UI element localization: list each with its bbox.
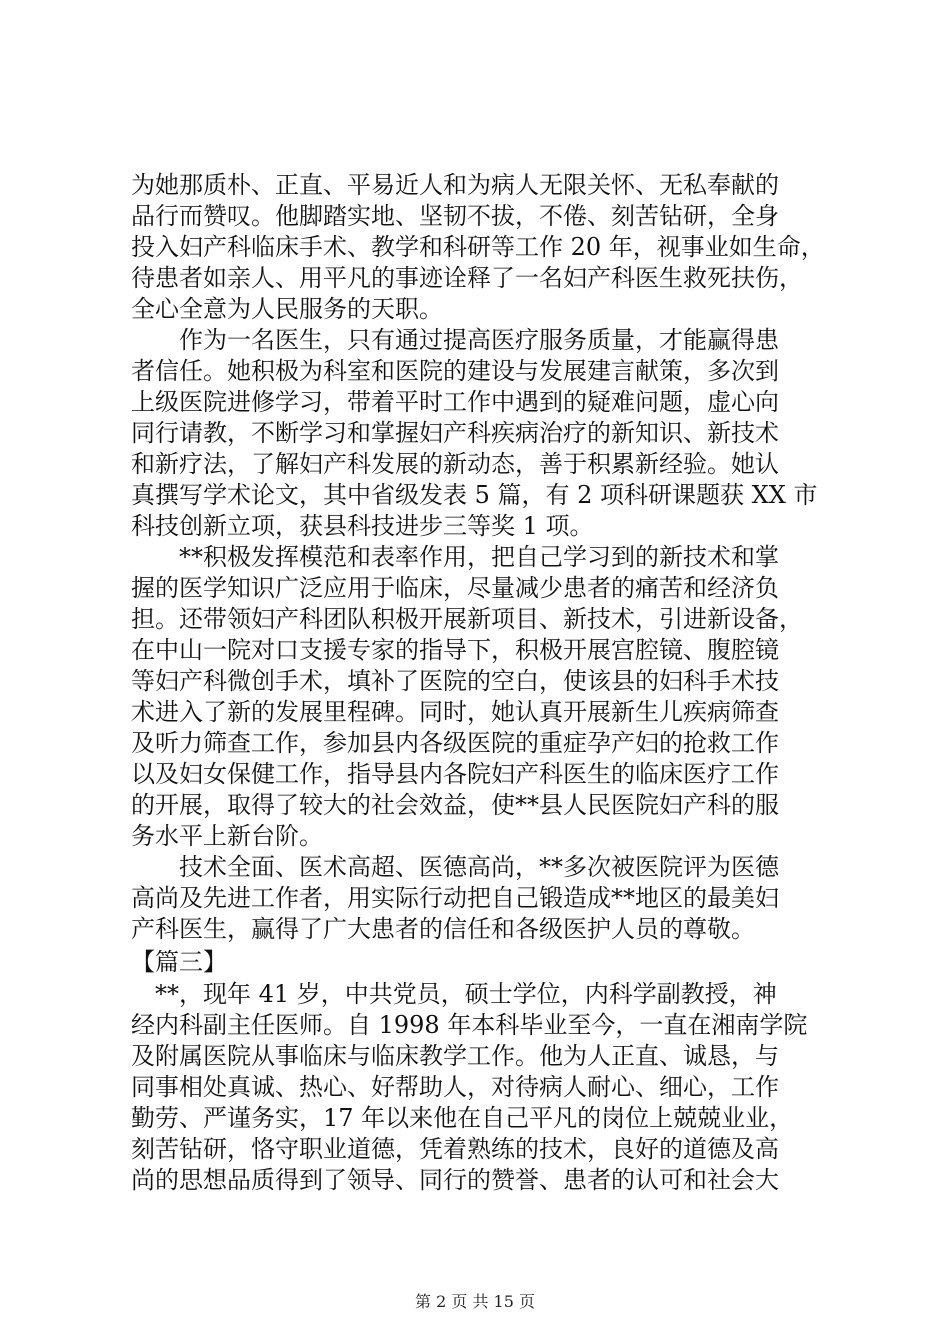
text-line: 者信任。她积极为科室和医院的建设与发展建言献策，多次到 xyxy=(131,357,779,385)
text-line: 刻苦钻研，恪守职业道德，凭着熟练的技术，良好的道德及高 xyxy=(131,1135,779,1163)
text-line: 及附属医院从事临床与临床教学工作。他为人正直、诚恳，与 xyxy=(131,1042,779,1070)
text-line: 经内科副主任医师。自 1998 年本科毕业至今，一直在湘南学院 xyxy=(131,1011,808,1039)
document-body xyxy=(131,170,831,1196)
text-line: 握的医学知识广泛应用于临床，尽量减少患者的痛苦和经济负 xyxy=(131,574,779,602)
text-line: 勤劳、严谨务实，17 年以来他在自己平凡的岗位上兢兢业业， xyxy=(131,1104,794,1132)
page-number-footer: 第 2 页 共 15 页 xyxy=(415,1292,535,1311)
text-line: 真撰写学术论文，其中省级发表 5 篇，有 2 项科研课题获 XX 市 xyxy=(131,481,818,509)
text-line: 同行请教，不断学习和掌握妇产科疾病治疗的新知识、新技术 xyxy=(131,419,779,447)
text-line: 术进入了新的发展里程碑。同时，她认真开展新生儿疾病筛查 xyxy=(131,698,779,726)
section-heading: 【篇三】 xyxy=(131,948,227,976)
text-line: 以及妇女保健工作，指导县内各院妇产科医生的临床医疗工作 xyxy=(131,760,779,788)
text-line: 和新疗法，了解妇产科发展的新动态，善于积累新经验。她认 xyxy=(131,450,779,478)
text-line: 务水平上新台阶。 xyxy=(131,822,323,850)
text-line: 待患者如亲人、用平凡的事迹诠释了一名妇产科医生救死扶伤， xyxy=(131,264,803,292)
text-line: 等妇产科微创手术，填补了医院的空白，使该县的妇科手术技 xyxy=(131,667,779,695)
text-line: 投入妇产科临床手术、教学和科研等工作 20 年，视事业如生命， xyxy=(131,233,825,261)
text-line: 在中山一院对口支援专家的指导下，积极开展宫腔镜、腹腔镜 xyxy=(131,636,779,664)
text-line: **积极发挥模范和表率作用，把自己学习到的新技术和掌 xyxy=(131,543,779,571)
text-line: **，现年 41 岁，中共党员，硕士学位，内科学副教授，神 xyxy=(131,980,777,1008)
text-line: 担。还带领妇产科团队积极开展新项目、新技术，引进新设备， xyxy=(131,605,803,633)
text-line: 产科医生，赢得了广大患者的信任和各级医护人员的尊敬。 xyxy=(131,915,755,943)
text-line: 及听力筛查工作，参加县内各级医院的重症孕产妇的抢救工作 xyxy=(131,729,779,757)
text-line: 作为一名医生，只有通过提高医疗服务质量，才能赢得患 xyxy=(131,326,779,354)
text-line: 为她那质朴、正直、平易近人和为病人无限关怀、无私奉献的 xyxy=(131,171,779,199)
text-line: 高尚及先进工作者，用实际行动把自己锻造成**地区的最美妇 xyxy=(131,884,779,912)
text-line: 全心全意为人民服务的天职。 xyxy=(131,295,443,323)
text-line: 的开展，取得了较大的社会效益，使**县人民医院妇产科的服 xyxy=(131,791,779,819)
text-line: 技术全面、医术高超、医德高尚，**多次被医院评为医德 xyxy=(131,853,779,881)
text-line: 品行而赞叹。他脚踏实地、坚韧不拔，不倦、刻苦钻研，全身 xyxy=(131,202,779,230)
text-line: 尚的思想品质得到了领导、同行的赞誉、患者的认可和社会大 xyxy=(131,1166,779,1194)
text-line: 同事相处真诚、热心、好帮助人，对待病人耐心、细心，工作 xyxy=(131,1073,779,1101)
text-line: 上级医院进修学习，带着平时工作中遇到的疑难问题，虚心向 xyxy=(131,388,779,416)
text-line: 科技创新立项，获县科技进步三等奖 1 项。 xyxy=(131,512,594,540)
